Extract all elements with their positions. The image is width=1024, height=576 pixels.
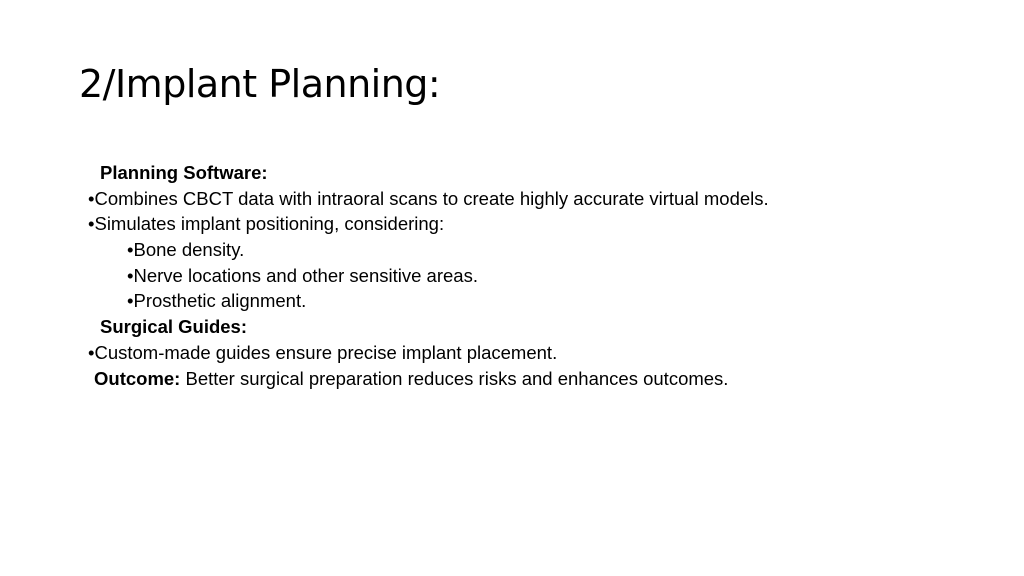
sub-bullet-nerve-locations: •Nerve locations and other sensitive areas. (127, 264, 478, 286)
bullet-combines-cbct: •Combines CBCT data with intraoral scans to create highly accurate virtual models. (88, 187, 769, 209)
outcome-text: Better surgical preparation reduces risks and enhances outcomes. (180, 367, 729, 389)
slide-title: 2/Implant Planning: (79, 62, 441, 106)
sub-bullet-prosthetic-alignment: •Prosthetic alignment. (127, 290, 307, 312)
planning-software-heading: Planning Software: (100, 162, 268, 183)
sub-bullet-bone-density: •Bone density. (127, 239, 245, 261)
bullet-custom-guides: •Custom-made guides ensure precise implant placement. (88, 341, 558, 363)
bullet-simulates-positioning: •Simulates implant positioning, considering: (88, 213, 445, 235)
surgical-guides-heading: Surgical Guides: (100, 316, 248, 338)
outcome-label: Outcome: (94, 367, 181, 389)
outcome-line (0, 366, 1024, 392)
slide-body (0, 160, 1024, 391)
